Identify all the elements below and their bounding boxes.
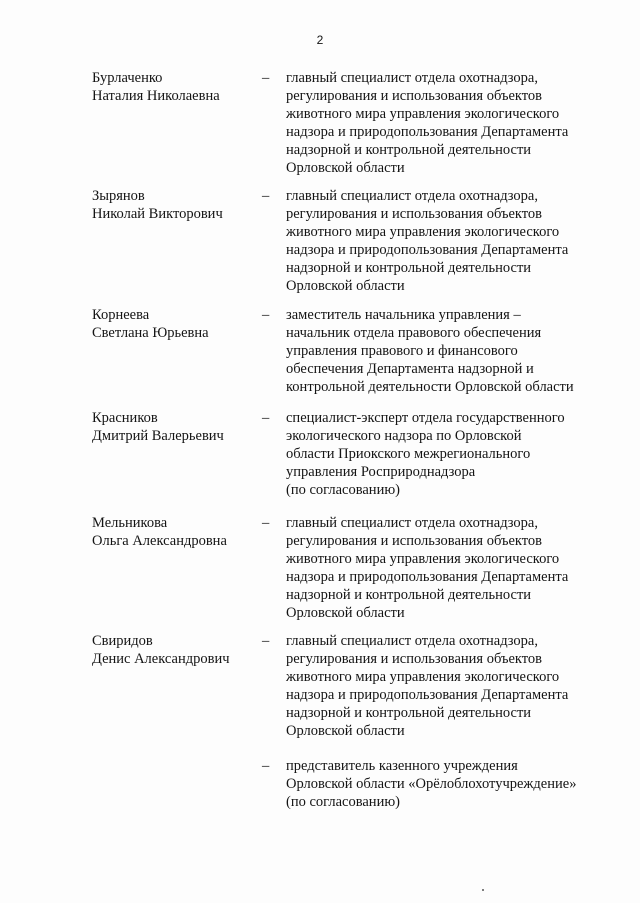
member-position-line: Орловской области bbox=[286, 605, 405, 621]
member-position-line: Орловской области «Орёлоблохотучреждение» bbox=[286, 776, 577, 792]
member-position-line: главный специалист отдела охотнадзора, bbox=[286, 70, 538, 86]
member-name bbox=[92, 69, 262, 105]
member-position-line: регулирования и использования объектов bbox=[286, 651, 542, 667]
member-position-line: животного мира управления экологического bbox=[286, 669, 560, 685]
member-name-line: Николай Викторович bbox=[92, 206, 223, 222]
member-position bbox=[286, 757, 606, 811]
member-name bbox=[92, 632, 262, 668]
member-position-line: контрольной деятельности Орловской области bbox=[286, 379, 574, 395]
dash-separator: – bbox=[262, 307, 270, 323]
member-name-line: Ольга Александровна bbox=[92, 533, 227, 549]
member-position-line: надзора и природопользования Департамента bbox=[286, 687, 569, 703]
member-name-line: Денис Александрович bbox=[92, 651, 230, 667]
member-position-line: надзора и природопользования Департамента bbox=[286, 569, 569, 585]
member-position-line: Орловской области bbox=[286, 160, 405, 176]
member-name bbox=[92, 187, 262, 223]
dash-separator: – bbox=[262, 633, 270, 649]
member-name-line: Дмитрий Валерьевич bbox=[92, 428, 224, 444]
dash-separator: – bbox=[262, 758, 270, 774]
member-position-line: представитель казенного учреждения bbox=[286, 758, 518, 774]
member-position-line: надзорной и контрольной деятельности bbox=[286, 142, 532, 158]
member-position-line: животного мира управления экологического bbox=[286, 224, 560, 240]
member-position-line: области Приокского межрегионального bbox=[286, 446, 531, 462]
member-position-line: Орловской области bbox=[286, 723, 405, 739]
member-position bbox=[286, 514, 606, 622]
member-position-line: надзорной и контрольной деятельности bbox=[286, 705, 532, 721]
scan-speck bbox=[482, 889, 484, 891]
member-name-line: Зырянов bbox=[92, 188, 145, 204]
member-position-line: (по согласованию) bbox=[286, 794, 400, 810]
member-name-line: Наталия Николаевна bbox=[92, 88, 220, 104]
dash-separator: – bbox=[262, 410, 270, 426]
dash-separator: – bbox=[262, 188, 270, 204]
member-position-line: регулирования и использования объектов bbox=[286, 88, 542, 104]
member-position-line: регулирования и использования объектов bbox=[286, 533, 542, 549]
member-position-line: животного мира управления экологического bbox=[286, 106, 560, 122]
member-position-line: главный специалист отдела охотнадзора, bbox=[286, 515, 538, 531]
member-name bbox=[92, 306, 262, 342]
member-name-line: Красников bbox=[92, 410, 158, 426]
member-name bbox=[92, 514, 262, 550]
member-position-line: экологического надзора по Орловской bbox=[286, 428, 522, 444]
member-position-line: Орловской области bbox=[286, 278, 405, 294]
member-name-line: Корнеева bbox=[92, 307, 150, 323]
member-position-line: заместитель начальника управления – bbox=[286, 307, 521, 323]
member-position bbox=[286, 632, 606, 740]
member-name-line: Мельникова bbox=[92, 515, 168, 531]
member-position-line: обеспечения Департамента надзорной и bbox=[286, 361, 534, 377]
dash-separator: – bbox=[262, 515, 270, 531]
member-position-line: главный специалист отдела охотнадзора, bbox=[286, 188, 538, 204]
member-position-line: начальник отдела правового обеспечения bbox=[286, 325, 542, 341]
member-position bbox=[286, 187, 606, 295]
member-name-line: Бурлаченко bbox=[92, 70, 163, 86]
member-name-line: Свиридов bbox=[92, 633, 153, 649]
member-position bbox=[286, 409, 606, 499]
member-position-line: надзорной и контрольной деятельности bbox=[286, 260, 532, 276]
member-position-line: надзорной и контрольной деятельности bbox=[286, 587, 532, 603]
page-number: 2 bbox=[316, 33, 324, 47]
member-position-line: животного мира управления экологического bbox=[286, 551, 560, 567]
member-position bbox=[286, 69, 606, 177]
dash-separator: – bbox=[262, 70, 270, 86]
member-position-line: управления Росприроднадзора bbox=[286, 464, 476, 480]
member-position-line: главный специалист отдела охотнадзора, bbox=[286, 633, 538, 649]
member-position-line: надзора и природопользования Департамента bbox=[286, 242, 569, 258]
member-position-line: надзора и природопользования Департамента bbox=[286, 124, 569, 140]
member-name bbox=[92, 409, 262, 445]
member-name-line: Светлана Юрьевна bbox=[92, 325, 209, 341]
member-position-line: специалист-эксперт отдела государственного bbox=[286, 410, 565, 426]
member-position bbox=[286, 306, 606, 396]
member-position-line: (по согласованию) bbox=[286, 482, 400, 498]
member-position-line: управления правового и финансового bbox=[286, 343, 518, 359]
member-position-line: регулирования и использования объектов bbox=[286, 206, 542, 222]
